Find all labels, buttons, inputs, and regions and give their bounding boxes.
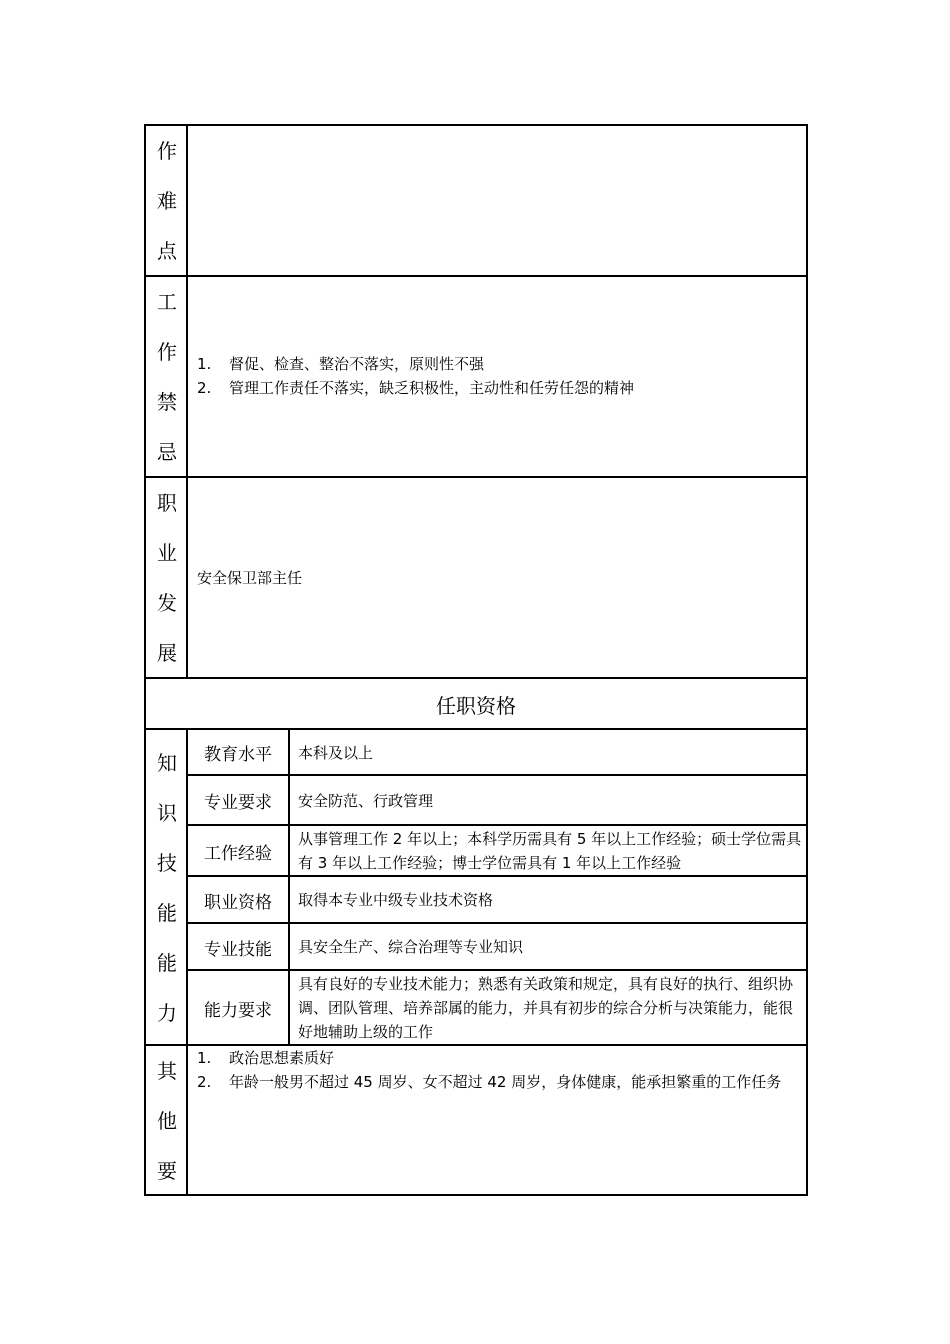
taboo-list: [197, 352, 797, 400]
row-divider: [146, 476, 806, 478]
label-char: 点: [157, 239, 177, 263]
label-char: 职: [157, 491, 177, 515]
label-char: 技: [157, 850, 177, 875]
label-char: 知: [157, 750, 177, 775]
list-item: [197, 376, 797, 400]
list-number: 1.: [197, 355, 212, 373]
label-char: 展: [157, 641, 177, 665]
skill-label: 专业技能: [204, 939, 272, 960]
list-text: 管理工作责任不落实，缺乏积极性，主动性和任劳任怨的精神: [229, 379, 635, 397]
difficulty-label: [146, 126, 188, 276]
career-text: 安全保卫部主任: [197, 569, 303, 587]
label-char: 工: [157, 290, 177, 314]
education-value: 本科及以上: [298, 743, 374, 762]
label-char: 识: [157, 800, 177, 825]
label-char: 他: [157, 1109, 177, 1133]
major-value: 安全防范、行政管理: [298, 791, 434, 810]
ability-value: 具有良好的专业技术能力；熟悉有关政策和规定，具有良好的执行、组织协调、团队管理、培养部属的能力，并具有初步的综合分析与决策能力，能很好地辅助上级的工作: [298, 975, 794, 1041]
label-char: 力: [157, 1000, 177, 1025]
taboo-label: [146, 277, 188, 477]
list-text: 政治思想素质好: [229, 1049, 335, 1067]
col-divider: [288, 729, 290, 1044]
certification-label: 职业资格: [204, 892, 272, 913]
skill-value: 具安全生产、综合治理等专业知识: [298, 938, 524, 956]
career-label: [146, 478, 188, 678]
row-divider: [146, 275, 806, 277]
education-label: 教育水平: [204, 745, 272, 765]
list-item: [197, 352, 797, 376]
other-list: [197, 1046, 801, 1094]
qualification-title: 任职资格: [436, 693, 516, 718]
label-char: 其: [157, 1059, 177, 1083]
label-char: 难: [157, 189, 177, 213]
certification-value: 取得本专业中级专业技术资格: [298, 891, 494, 909]
label-char: 业: [157, 541, 177, 565]
label-char: 作: [157, 139, 177, 163]
list-number: 2.: [197, 1073, 212, 1091]
list-item: [197, 1046, 801, 1070]
label-char: 禁: [157, 390, 177, 414]
label-char: 能: [157, 900, 177, 925]
label-char: 能: [157, 950, 177, 975]
label-char: 发: [157, 591, 177, 615]
label-char: 要: [157, 1159, 177, 1183]
list-number: 1.: [197, 1049, 212, 1067]
experience-label: 工作经验: [204, 843, 272, 864]
list-text: 年龄一般男不超过 45 周岁、女不超过 42 周岁，身体健康，能承担繁重的工作任务: [229, 1073, 782, 1091]
list-text: 督促、检查、整治不落实，原则性不强: [229, 355, 485, 373]
major-label: 专业要求: [204, 793, 272, 813]
experience-value: 从事管理工作 2 年以上；本科学历需具有 5 年以上工作经验；硕士学位需具有 3 年以上工作经验；博士学位需具有 1 年以上工作经验: [298, 830, 802, 872]
label-char: 忌: [157, 440, 177, 464]
label-char: 作: [157, 340, 177, 364]
list-item: [197, 1070, 801, 1094]
ability-label: 能力要求: [204, 1000, 272, 1021]
list-number: 2.: [197, 379, 212, 397]
knowledge-skill-label: [146, 730, 188, 1045]
other-label: [146, 1046, 188, 1196]
